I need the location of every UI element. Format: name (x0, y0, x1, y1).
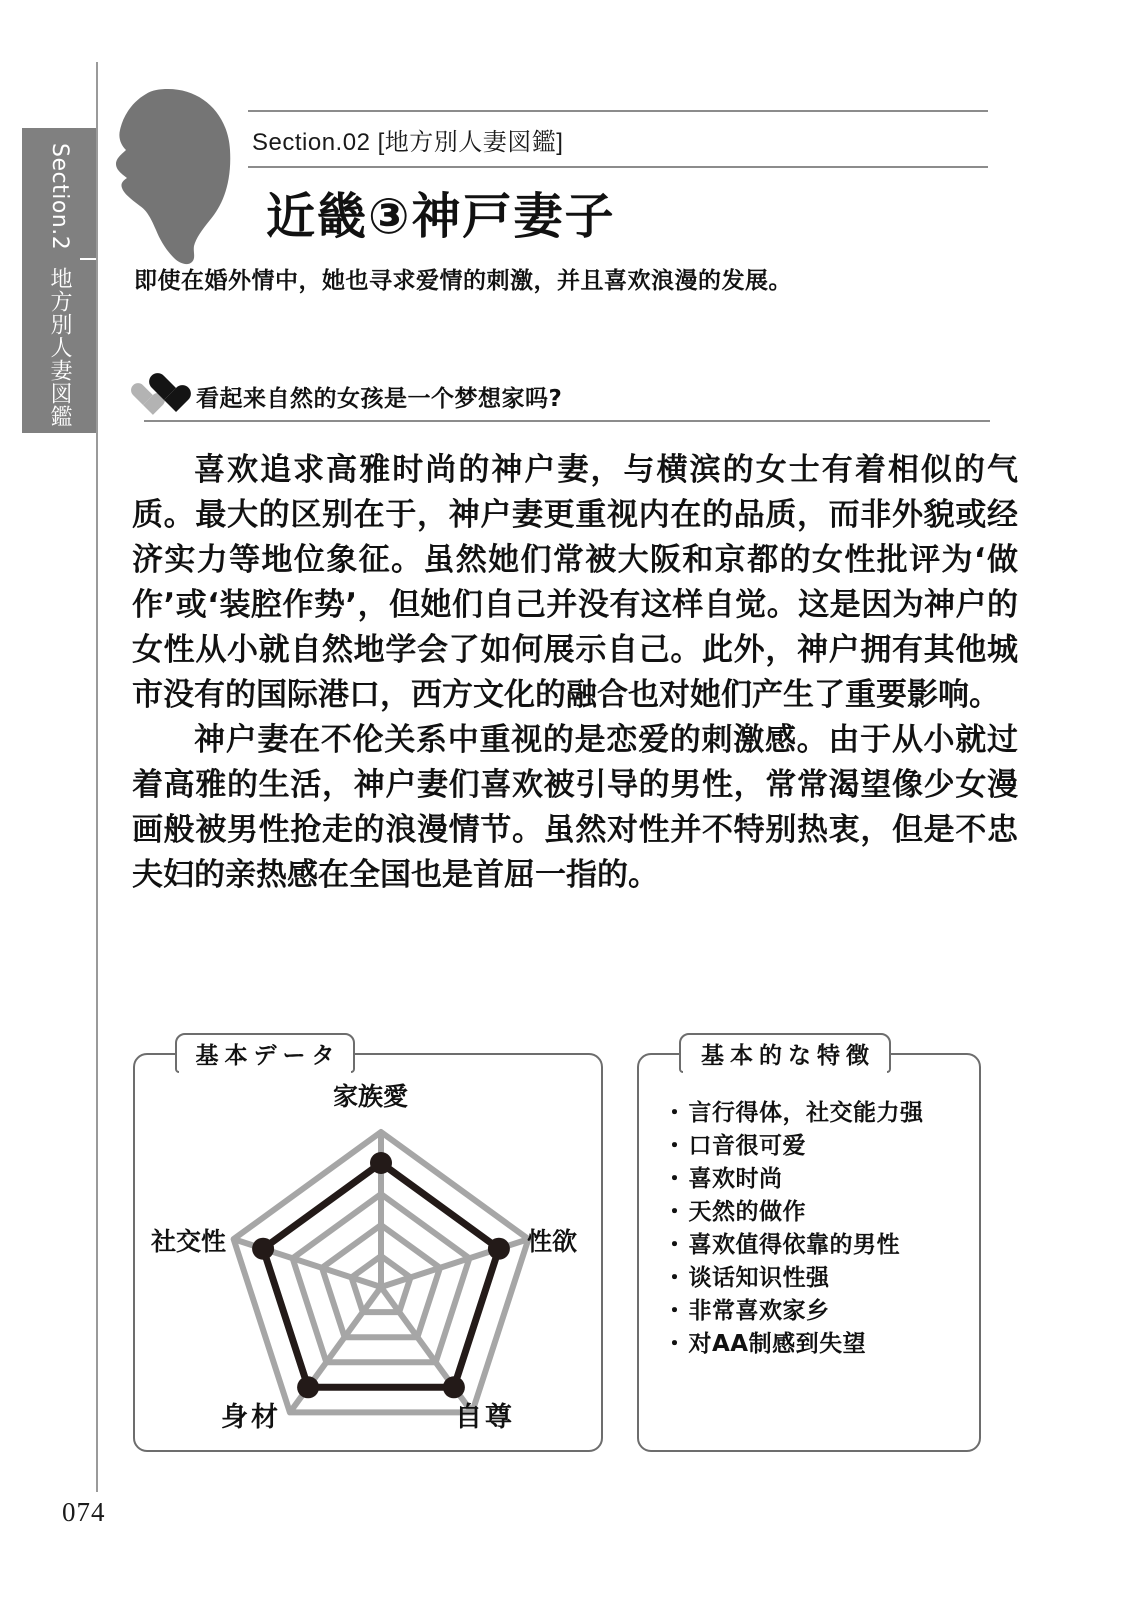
list-item-label: 言行得体，社交能力强 (688, 1100, 924, 1126)
heart-front-icon (148, 373, 180, 403)
page-title: 近畿③神戸妻子 (266, 188, 616, 245)
bullet-icon: ・ (663, 1133, 687, 1159)
list-item (663, 1328, 924, 1361)
section-tab-title: 地方別人妻図鑑 (47, 266, 72, 428)
radar-axis-label-body: 身材 (221, 1402, 281, 1433)
bullet-icon: ・ (663, 1166, 687, 1192)
bullet-icon: ・ (663, 1232, 687, 1258)
radar-axis-label-family-love: 家族愛 (333, 1082, 409, 1111)
radar-data-point (488, 1238, 510, 1260)
basic-features-panel (637, 1042, 981, 1452)
radar-axis-label-self-esteem: 自尊 (455, 1402, 515, 1433)
list-item (663, 1163, 924, 1196)
basic-data-panel (133, 1042, 603, 1452)
list-item (663, 1229, 924, 1262)
list-item (663, 1196, 924, 1229)
bullet-icon: ・ (663, 1199, 687, 1225)
section-header (248, 110, 988, 168)
radar-data-point (252, 1238, 274, 1260)
page-number: 074 (62, 1497, 106, 1527)
body-copy (132, 448, 1018, 898)
page-vertical-rule (96, 62, 98, 1492)
bullet-icon: ・ (663, 1298, 687, 1324)
bullet-icon: ・ (663, 1100, 687, 1126)
woman-head-silhouette-icon (110, 88, 240, 268)
section-tab-divider (80, 258, 96, 260)
bullet-icon: ・ (663, 1265, 687, 1291)
list-item-label: 天然的做作 (688, 1199, 806, 1225)
subheading-rule (144, 420, 990, 422)
body-paragraph-2: 神户妻在不伦关系中重视的是恋爱的刺激感。由于从小就过着高雅的生活，神户妻们喜欢被引导的男性，常常渴望像少女漫画般被男性抢走的浪漫情节。虽然对性并不特别热衷，但是不忠夫妇的亲热感在全国也是首屈一指的。 (132, 722, 1018, 893)
subheading-text: 看起来自然的女孩是一个梦想家吗? (196, 386, 563, 412)
radar-chart (135, 1055, 601, 1450)
radar-data-point (297, 1376, 319, 1398)
list-item-label: 谈话知识性强 (688, 1265, 830, 1291)
list-item (663, 1130, 924, 1163)
list-item (663, 1262, 924, 1295)
section-header-label: Section.02 [地方別人妻図鑑] (252, 129, 564, 156)
list-item-label: 对AA制感到失望 (688, 1331, 867, 1357)
basic-data-panel-tab-label: 基本データ (195, 1042, 341, 1069)
section-tab-text (22, 128, 96, 433)
heart-pair-icon (130, 367, 196, 415)
section-tab-section-label: Section.2 (47, 143, 72, 251)
list-item-label: 口音很可爱 (688, 1133, 806, 1159)
lead-sentence: 即使在婚外情中，她也寻求爱情的刺激，并且喜欢浪漫的发展。 (134, 268, 792, 294)
radar-axis-label-sociability: 社交性 (151, 1227, 227, 1256)
feature-list (663, 1097, 924, 1361)
subheading-block (130, 365, 990, 422)
basic-features-panel-tab (679, 1033, 891, 1073)
tab-notch (683, 1069, 887, 1074)
list-item (663, 1295, 924, 1328)
basic-features-panel-tab-label: 基本的な特徴 (701, 1042, 875, 1069)
list-item-label: 喜欢值得依靠的男性 (688, 1232, 900, 1258)
list-item-label: 喜欢时尚 (688, 1166, 783, 1192)
body-paragraph-1: 喜欢追求高雅时尚的神户妻，与横滨的女士有着相似的气质。最大的区别在于，神户妻更重视内在的品质，而非外貌或经济实力等地位象征。虽然她们常被大阪和京都的女性批评为‘做作’或‘装腔作势’，但她们自己并没有这样自觉。这是因为神户的女性从小就自然地学会了如何展示自己。此外，神户拥有其他城市没有的国际港口，西方文化的融合也对她们产生了重要影响。 (132, 452, 1018, 713)
section-tab (22, 128, 96, 433)
list-item-label: 非常喜欢家乡 (688, 1298, 830, 1324)
radar-axis-label-libido: 性欲 (527, 1227, 578, 1256)
bullet-icon: ・ (663, 1331, 687, 1357)
list-item (663, 1097, 924, 1130)
radar-data-point (370, 1152, 392, 1174)
section-header-rule-bottom (248, 166, 988, 168)
